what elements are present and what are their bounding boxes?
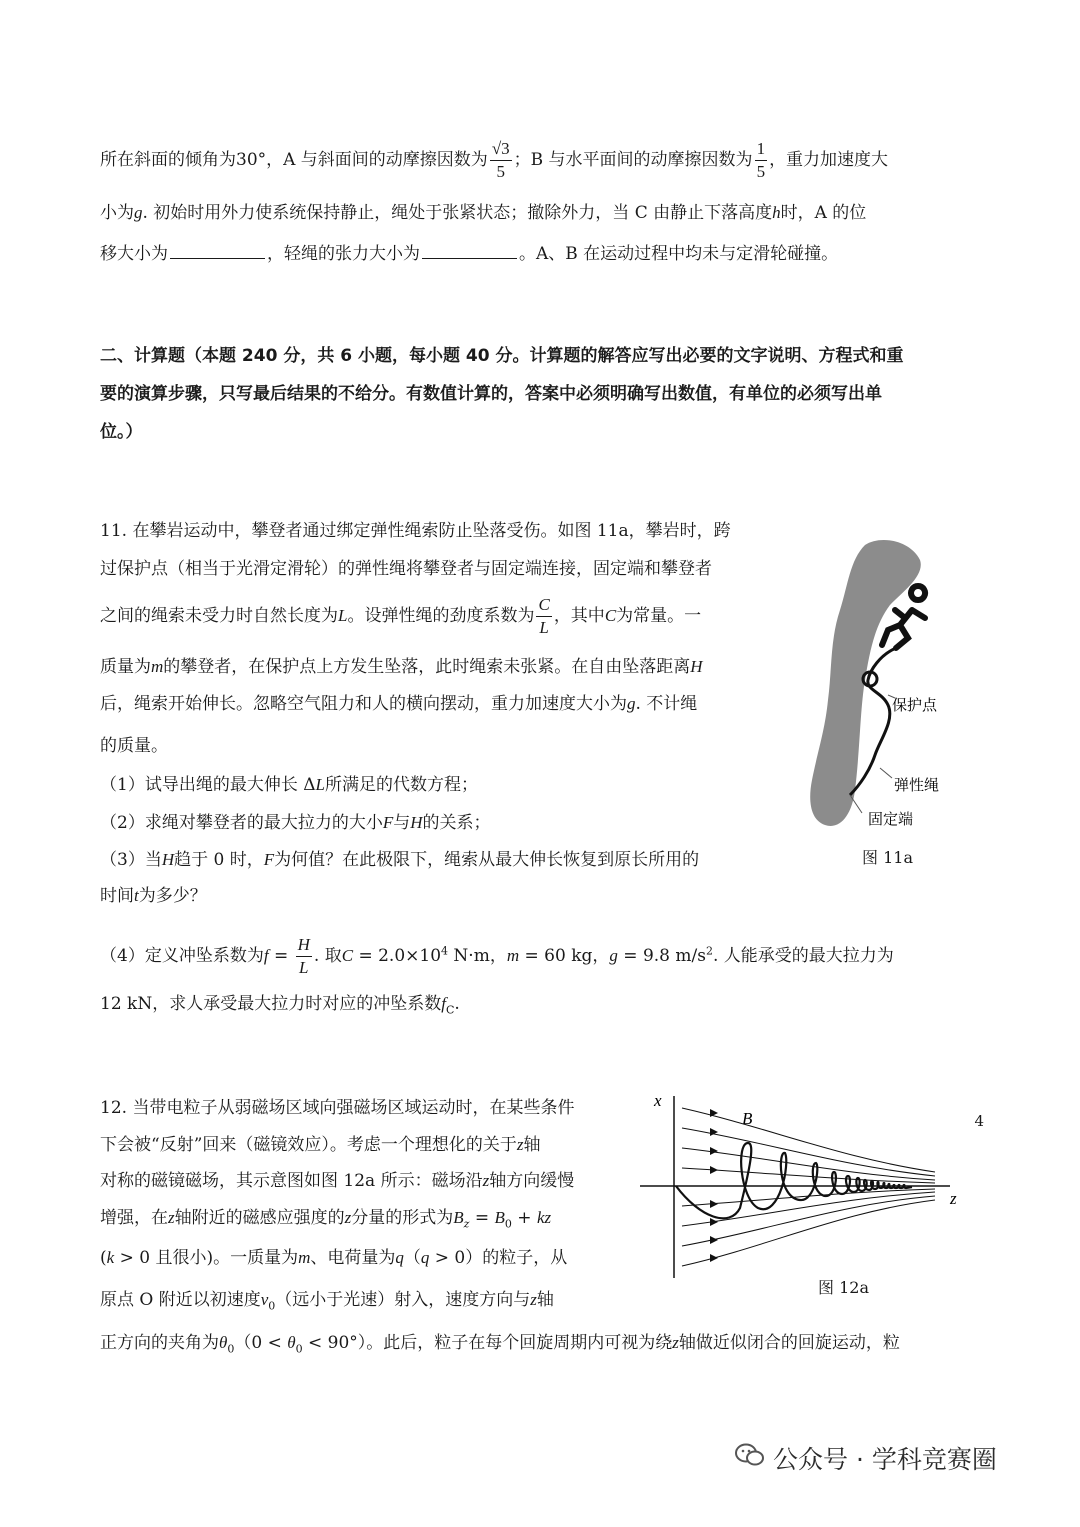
q12-line3: 对称的磁镜磁场，其示意图如图 12a 所示：磁场沿z轴方向缓慢 (100, 1171, 575, 1191)
label-protect-point: 保护点 (892, 696, 938, 714)
q11-line6: 的质量。 (100, 736, 168, 756)
figure-12a-magnetic-mirror (640, 1088, 970, 1288)
wechat-icon (735, 1442, 765, 1474)
figure-11a-caption: 图 11a (862, 848, 913, 867)
q12-line4: 增强，在z轴附近的磁感应强度的z分量的形式为$B_z = B_0$ + kz (100, 1208, 552, 1231)
q12-line6: 原点 O 附近以初速度$v_0$（远小于光速）射入，速度方向与z轴 (100, 1290, 554, 1313)
label-B-field: B (742, 1109, 753, 1128)
q12-line7: 正方向的夹角为$\theta_0(0 < \theta_0 < 90^\circ)$。此后，粒子在每个回旋周期内可视为绕z轴做近似闭合的回旋运动，粒 (100, 1333, 900, 1356)
q11-line4: 质量为m的攀登者，在保护点上方发生坠落，此时绳索未张紧。在自由坠落距离H (100, 657, 703, 677)
q11-sub4-cont: 12 kN，求人承受最大拉力时对应的冲坠系数$f_C$. (100, 994, 460, 1017)
fraction-1-over-5: $\frac{1}{5}$ (756, 139, 766, 181)
p1-line1: 所在斜面的倾角为30°，A 与斜面间的动摩擦因数为 $\frac{√3}{5}$ ；B 与水平面间的动摩擦因数为 $\frac{1}{5}$ ，重力加速度大 (100, 139, 889, 181)
q11-line3: 之间的绳索未受力时自然长度为L。设弹性绳的劲度系数为 $\frac{C}{L}$ ，其中C为常量。一 (100, 595, 702, 637)
q11-sub1: （1）试导出绳的最大伸长 ΔL所满足的代数方程； (100, 775, 478, 795)
answer-blank[interactable] (170, 258, 265, 259)
q11-line5: 后，绳索开始伸长。忽略空气阻力和人的横向摆动，重力加速度大小为g. 不计绳 (100, 694, 698, 714)
q11-sub3-cont: 时间t为多少？ (100, 886, 207, 906)
watermark-text: 公众号 · 学科竞赛圈 (773, 1445, 997, 1474)
section-heading-line3: 位。） (100, 422, 143, 442)
figure-12a-caption: 图 12a (818, 1278, 869, 1297)
q12-line1: 12. 当带电粒子从弱磁场区域向强磁场区域运动时，在某些条件 (100, 1098, 575, 1118)
label-z-axis: z (950, 1189, 957, 1208)
answer-blank[interactable] (422, 258, 517, 259)
label-elastic-rope: 弹性绳 (894, 776, 940, 794)
q11-sub2: （2）求绳对攀登者的最大拉力的大小F与H的关系； (100, 813, 491, 833)
page-number: 4 (974, 1112, 984, 1130)
p1-line3: 移大小为 ，轻绳的张力大小为 。A、B 在运动过程中均未与定滑轮碰撞。 (100, 244, 839, 264)
section-heading-line2: 要的演算步骤，只写最后结果的不给分。有数值计算的，答案中必须明确写出数值，有单位的必须写出单 (100, 384, 882, 404)
q12-line2: 下会被“反射”回来（磁镜效应）。考虑一个理想化的关于z轴 (100, 1135, 541, 1155)
label-x-axis: x (654, 1091, 662, 1110)
q12-line5: (k > 0 且很小)。一质量为m、电荷量为q（q > 0）的粒子，从 (100, 1248, 568, 1268)
q11-sub3: （3）当H趋于 0 时，F为何值？在此极限下，绳索从最大伸长恢复到原长所用的 (100, 850, 700, 870)
q11-sub4: （4）定义冲坠系数为f = $\frac{H}{L}$ . 取$C = 2.0\times 10^4$ N·m，m = 60 kg，g = 9.8 $m/s^2$. 人能承受的最大拉力为 (100, 935, 894, 977)
q11-line1: 11. 在攀岩运动中，攀登者通过绑定弹性绳索防止坠落受伤。如图 11a，攀岩时，跨 (100, 521, 731, 541)
fraction-H-over-L: $\frac{H}{L}$ (297, 935, 310, 977)
p1-line2: 小为g. 初始时用外力使系统保持静止，绳处于张紧状态；撤除外力，当 C 由静止下落高度h时，A 的位 (100, 203, 867, 223)
q11-line2: 过保护点（相当于光滑定滑轮）的弹性绳将攀登者与固定端连接，固定端和攀登者 (100, 559, 712, 579)
fraction-sqrt3-over-5: $\frac{√3}{5}$ (491, 139, 510, 181)
label-fixed-end: 固定端 (868, 810, 914, 828)
fraction-C-over-L: $\frac{C}{L}$ (538, 595, 550, 637)
figure-11a-climbing (800, 530, 990, 840)
section-heading-line1: 二、计算题（本题 240 分，共 6 小题，每小题 40 分。计算题的解答应写出必要的文字说明、方程式和重 (100, 346, 904, 366)
watermark (735, 1440, 997, 1476)
